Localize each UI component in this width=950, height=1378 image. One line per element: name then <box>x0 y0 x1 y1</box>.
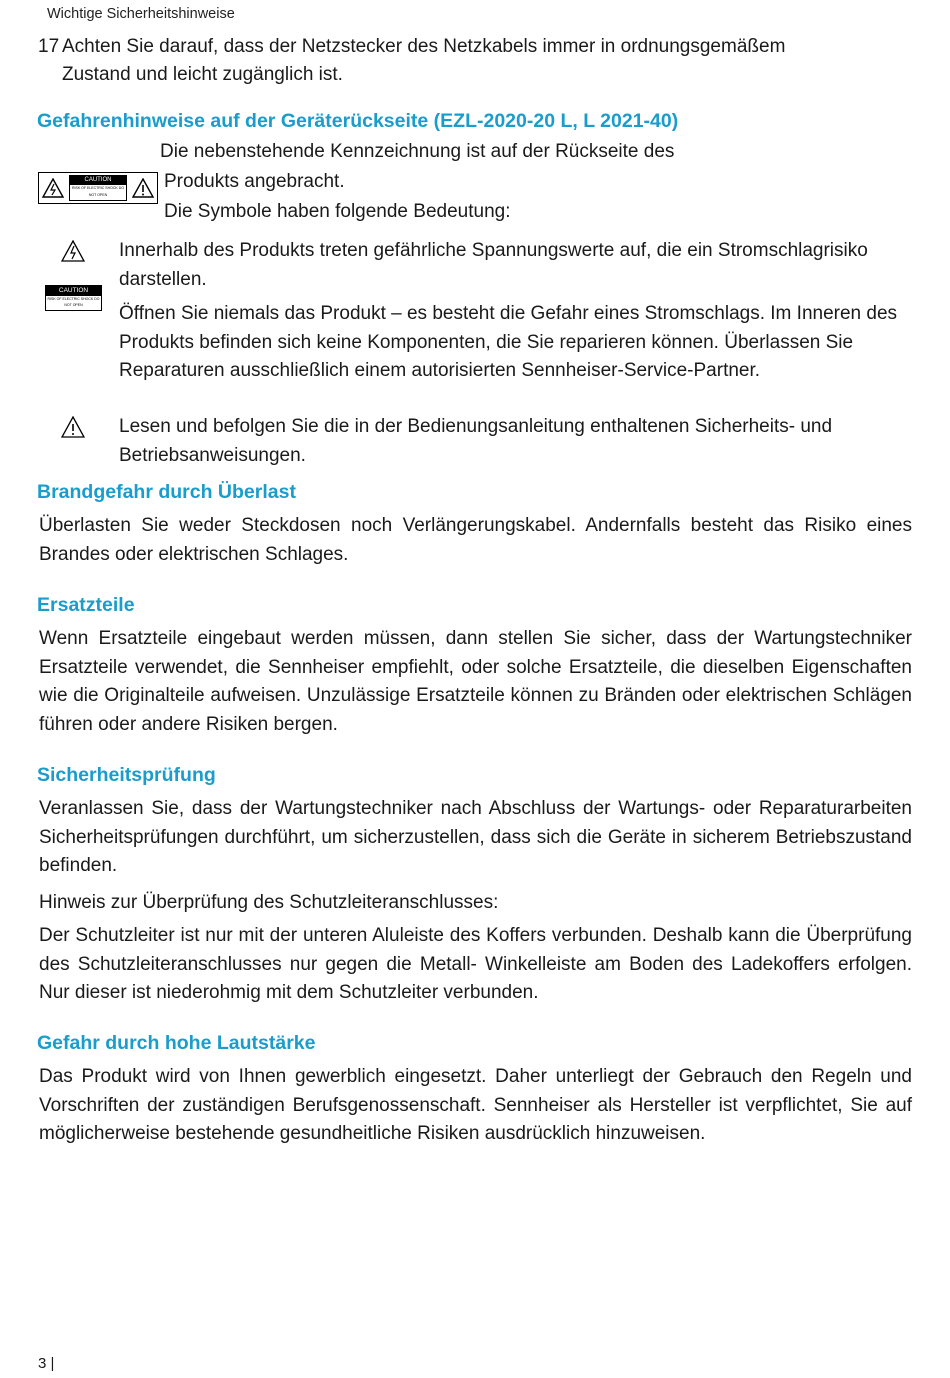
intro-line-1: Die nebenstehende Kennzeichnung ist auf der Rückseite des <box>160 141 675 162</box>
paragraph-safety-check: Veranlassen Sie, dass der Wartungstechniker nach Abschluss der Wartungs- oder Reparaturarbeiten Sicherheitsprüfungen durchführt, um sicherzustellen, dass sich die Geräte in sicherem Betriebszustand befinden. <box>39 798 912 877</box>
paragraph-spare-parts: Wenn Ersatzteile eingebaut werden müssen, dann stellen Sie sicher, dass der Wartungstechniker Ersatzteile verwendet, die Sennheiser empfiehlt, oder solche Ersatzteile, die dieselben Eigenschaften wie die Originalteile aufweisen. Unzulässige Ersatzteile können zu Bränden oder elektrischen Schlägen führen oder andere Risiken bergen. <box>39 628 912 735</box>
item-number: 17 <box>38 36 60 57</box>
rear-label-image <box>38 172 158 204</box>
paragraph-protective-conductor: Der Schutzleiter ist nur mit der unteren Aluleiste des Koffers verbunden. Deshalb kann die Überprüfung des Schutzleiteranschlusses nur gegen die Metall- Winkelleiste am Boden des Ladekoffers erfolgen. Nur dieser ist niederohmig mit dem Schutzleiter verbunden. <box>39 925 912 1004</box>
exclamation-warning-icon <box>61 416 85 438</box>
page-number: 3 | <box>38 1355 55 1372</box>
caution-badge-text: CAUTION <box>46 286 101 296</box>
heading-spare-parts: Ersatzteile <box>37 594 135 616</box>
lightning-warning-icon <box>61 240 85 262</box>
symbol-text-voltage: Innerhalb des Produkts treten gefährliche Spannungswerte auf, die ein Stromschlagrisiko darstellen. <box>119 240 868 290</box>
heading-rear-hazards: Gefahrenhinweise auf der Geräterückseite (EZL-2020-20 L, L 2021-40) <box>37 110 679 132</box>
caution-badge-subtext: RISK OF ELECTRIC SHOCK DO NOT OPEN <box>47 297 100 307</box>
heading-fire-hazard: Brandgefahr durch Überlast <box>37 481 296 503</box>
symbol-text-open: Öffnen Sie niemals das Produkt – es besteht die Gefahr eines Stromschlags. Im Inneren des Produkts befinden sich keine Komponenten, die Sie reparieren können. Überlassen Sie Reparaturen ausschließlich einem autorisierten Sennheiser-Service-Partner. <box>119 303 898 381</box>
caution-label-subtext: RISK OF ELECTRIC SHOCK DO NOT OPEN <box>72 186 124 197</box>
exclamation-warning-icon <box>132 178 154 198</box>
running-header: Wichtige Sicherheitshinweise <box>47 6 235 22</box>
paragraph-fire-hazard: Überlasten Sie weder Steckdosen noch Verlängerungskabel. Andernfalls besteht das Risiko eines Brandes oder elektrischen Schlages. <box>39 515 912 565</box>
caution-label-icon <box>45 285 102 311</box>
caution-label <box>69 175 127 201</box>
paragraph-volume-hazard: Das Produkt wird von Ihnen gewerblich eingesetzt. Daher unterliegt der Gebrauch den Regeln und Vorschriften der zuständigen Berufsgenossenschaft. Sennheiser als Hersteller ist verpflichtet, Sie auf möglicherweise bestehende gesundheitliche Risiken ausdrücklich hinzuweisen. <box>39 1066 912 1145</box>
heading-safety-check: Sicherheitsprüfung <box>37 764 216 786</box>
heading-volume-hazard: Gefahr durch hohe Lautstärke <box>37 1032 316 1054</box>
note-title: Hinweis zur Überprüfung des Schutzleiteranschlusses: <box>39 892 499 913</box>
item-text-line2: Zustand und leicht zugänglich ist. <box>62 64 343 85</box>
intro-line-3: Die Symbole haben folgende Bedeutung: <box>164 201 511 222</box>
list-item-17 <box>38 33 898 89</box>
lightning-warning-icon <box>42 178 64 198</box>
intro-line-2: Produkts angebracht. <box>164 171 345 192</box>
symbol-text-instructions: Lesen und befolgen Sie die in der Bedienungsanleitung enthaltenen Sicherheits- und Betriebsanweisungen. <box>119 416 833 466</box>
caution-label-text: CAUTION <box>70 176 126 185</box>
item-text-line1: Achten Sie darauf, dass der Netzstecker des Netzkabels immer in ordnungsgemäßem <box>62 36 786 57</box>
